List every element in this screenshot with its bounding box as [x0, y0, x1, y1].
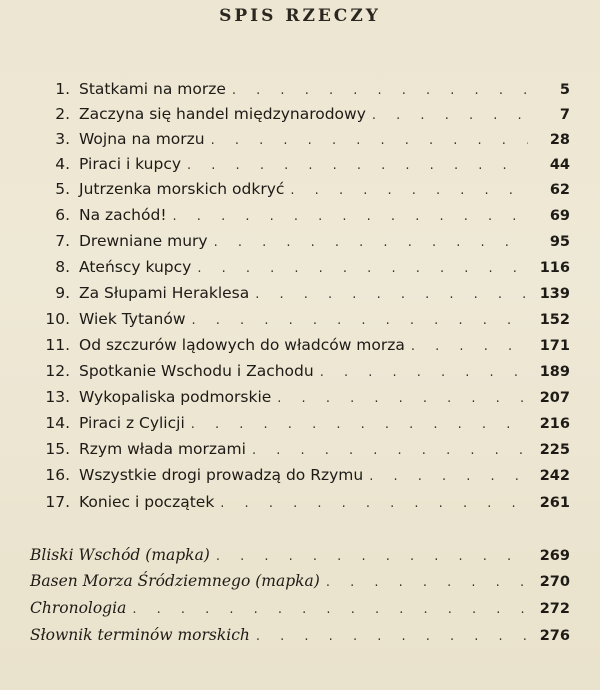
entry-page: 95 [549, 234, 570, 250]
leader-dots [232, 83, 528, 98]
entry-number: 14. [45, 414, 70, 432]
toc-entry [30, 336, 570, 360]
leader-dots [191, 417, 528, 432]
entry-title: Wykopaliska podmorskie [79, 388, 272, 406]
entry-page: 261 [539, 495, 570, 511]
entry-title: Jutrzenka morskich odkryć [79, 180, 285, 198]
entry-page: 139 [539, 286, 570, 302]
entry-number: 16. [45, 466, 70, 484]
toc-entry [30, 388, 570, 412]
appendix-entry [30, 572, 570, 596]
entry-number: 13. [45, 388, 70, 406]
entry-number: 1. [55, 80, 70, 98]
entry-page: 28 [549, 132, 570, 148]
entry-title: Rzym włada morzami [79, 440, 246, 458]
toc-entry [30, 80, 570, 104]
leader-dots [369, 469, 528, 484]
entry-number: 5. [55, 180, 70, 198]
entry-title: Zaczyna się handel międzynarodowy [79, 105, 366, 123]
entry-page: 225 [539, 442, 570, 458]
entry-page: 207 [539, 390, 570, 406]
entry-page: 116 [539, 260, 570, 276]
entry-page: 152 [539, 312, 570, 328]
toc-entry [30, 310, 570, 334]
leader-dots [411, 339, 528, 354]
leader-dots [214, 235, 528, 250]
toc-entry [30, 180, 570, 204]
entry-number: 11. [45, 336, 70, 354]
entry-title: Wiek Tytanów [79, 310, 186, 328]
leader-dots [197, 261, 528, 276]
entry-number: 3. [55, 130, 70, 148]
leader-dots [173, 209, 528, 224]
toc-entry [30, 440, 570, 464]
entry-title: Na zachód! [79, 206, 167, 224]
toc-entry [30, 414, 570, 438]
entry-page: 69 [549, 208, 570, 224]
appendix-entry [30, 626, 570, 650]
entry-title: Statkami na morze [79, 80, 226, 98]
entry-title: Ateńscy kupcy [79, 258, 192, 276]
entry-title: Od szczurów lądowych do władców morza [79, 336, 405, 354]
entry-number: 8. [55, 258, 70, 276]
leader-dots [211, 133, 528, 148]
appendix-page: 276 [539, 628, 570, 644]
leader-dots [290, 183, 528, 198]
leader-dots [320, 365, 528, 380]
appendix-title: Chronologia [30, 599, 127, 617]
table-of-contents [30, 0, 570, 690]
entry-title: Piraci z Cylicji [79, 414, 185, 432]
entry-page: 242 [539, 468, 570, 484]
entry-number: 12. [45, 362, 70, 380]
leader-dots [256, 629, 528, 644]
leader-dots [326, 575, 528, 590]
toc-entry [30, 155, 570, 179]
toc-entry [30, 258, 570, 282]
entry-title: Piraci i kupcy [79, 155, 182, 173]
leader-dots [372, 108, 528, 123]
leader-dots [220, 496, 528, 511]
appendix-title: Bliski Wschód (mapka) [30, 546, 210, 564]
appendix-page: 270 [539, 574, 570, 590]
toc-entry [30, 105, 570, 129]
entry-number: 10. [45, 310, 70, 328]
entry-page: 189 [539, 364, 570, 380]
toc-entry [30, 466, 570, 490]
appendix-title: Basen Morza Śródziemnego (mapka) [30, 572, 320, 590]
appendix-page: 272 [539, 601, 570, 617]
entry-number: 17. [45, 493, 70, 511]
entry-title: Wojna na morzu [79, 130, 205, 148]
entry-page: 7 [559, 107, 570, 123]
leader-dots [216, 549, 528, 564]
entry-page: 44 [549, 157, 570, 173]
leader-dots [255, 287, 528, 302]
entry-title: Spotkanie Wschodu i Zachodu [79, 362, 314, 380]
leader-dots [192, 313, 528, 328]
entry-page: 5 [559, 82, 570, 98]
entry-number: 6. [55, 206, 70, 224]
appendix-title: Słownik terminów morskich [30, 626, 250, 644]
entry-number: 2. [55, 105, 70, 123]
leader-dots [187, 158, 528, 173]
appendix-page: 269 [539, 548, 570, 564]
entry-number: 4. [55, 155, 70, 173]
page-title: SPIS RZECZY [219, 6, 381, 26]
appendix-entry [30, 599, 570, 623]
entry-number: 9. [55, 284, 70, 302]
entry-page: 171 [539, 338, 570, 354]
toc-entry [30, 493, 570, 517]
appendix-entry [30, 546, 570, 570]
entry-title: Koniec i początek [79, 493, 215, 511]
toc-entry [30, 130, 570, 154]
entry-title: Wszystkie drogi prowadzą do Rzymu [79, 466, 364, 484]
entry-title: Za Słupami Heraklesa [79, 284, 250, 302]
toc-entry [30, 232, 570, 256]
entry-number: 15. [45, 440, 70, 458]
entry-page: 216 [539, 416, 570, 432]
toc-entry [30, 284, 570, 308]
entry-number: 7. [55, 232, 70, 250]
leader-dots [252, 443, 528, 458]
entry-title: Drewniane mury [79, 232, 208, 250]
leader-dots [277, 391, 528, 406]
toc-entry [30, 206, 570, 230]
entry-page: 62 [549, 182, 570, 198]
toc-entry [30, 362, 570, 386]
leader-dots [132, 602, 528, 617]
